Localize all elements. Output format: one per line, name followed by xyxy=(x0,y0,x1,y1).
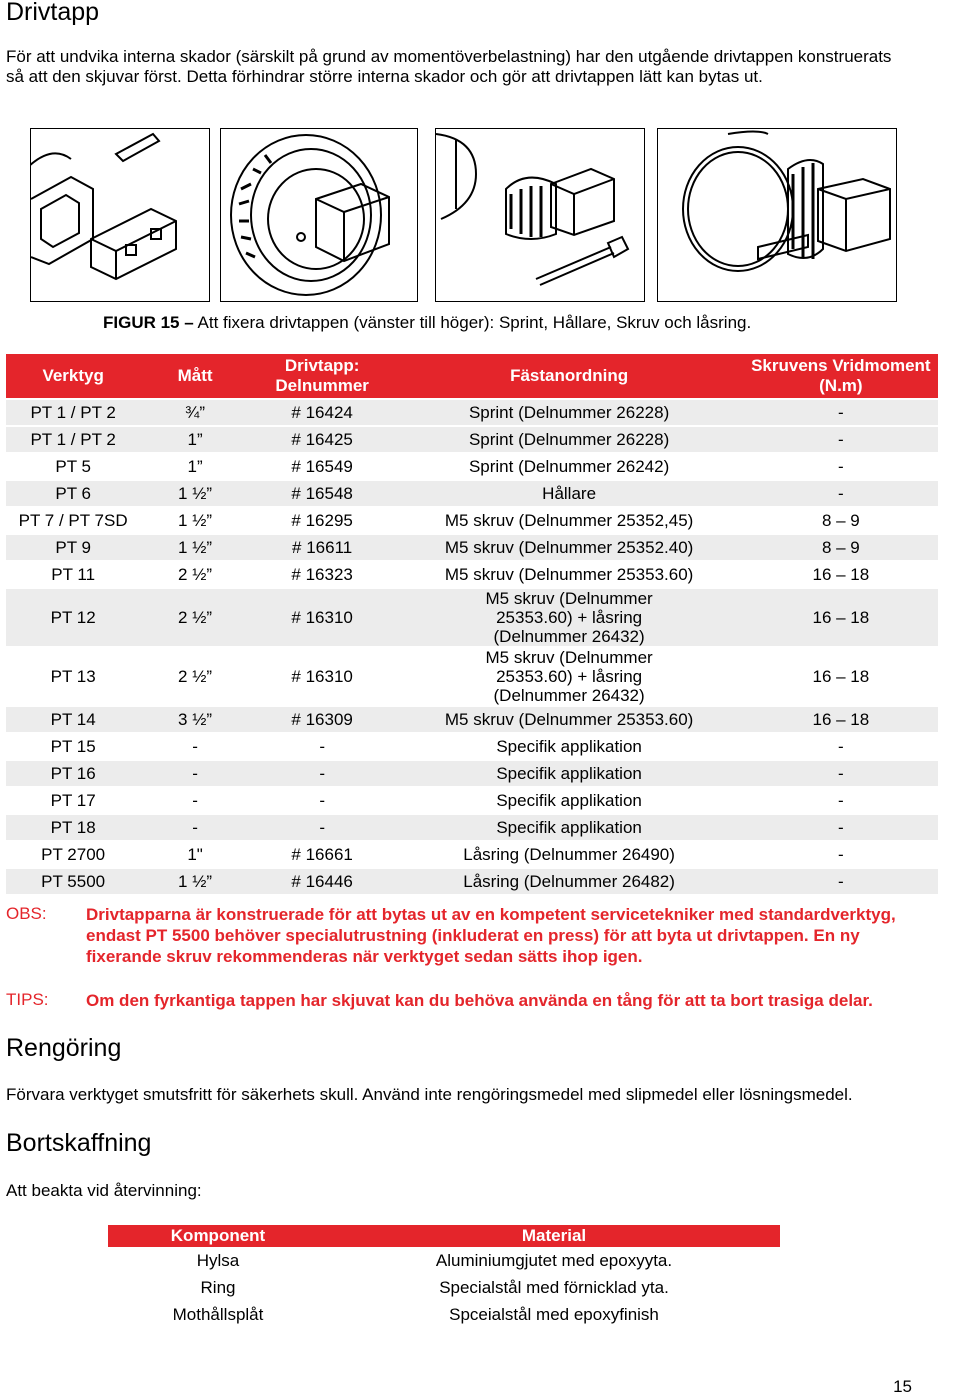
cell-torque: - xyxy=(744,400,938,425)
cell-fixing: Specifik applikation xyxy=(394,761,743,786)
cell-tool: PT 5 xyxy=(55,457,91,476)
cell-torque: 16 – 18 xyxy=(812,565,870,584)
cell-material: Specialstål med förnicklad yta. xyxy=(439,1277,669,1297)
cell-size: 1 ½” xyxy=(140,535,250,560)
drive-pin-table xyxy=(6,352,938,896)
cell-tool: PT 2700 xyxy=(41,845,106,864)
cell-tool: PT 7 / PT 7SD xyxy=(18,511,128,530)
col-header-torque: Skruvens Vridmoment (N.m) xyxy=(744,354,938,398)
cell-part: # 16611 xyxy=(250,535,395,560)
material-header-row xyxy=(108,1225,780,1247)
cell-size: 1” xyxy=(140,427,250,452)
obs-text: Drivtapparna är konstruerade för att bytas ut av en kompetent servicetekniker med standardverktyg, endast PT 5500 behöver specialutrustning (inkluderat en press) för att byta ut drivtappen. En ny fixerande skruv rekommenderas när verktyget sedan sätts ihop igen. xyxy=(86,905,896,966)
cell-tool: PT 5500 xyxy=(6,869,140,894)
material-table xyxy=(108,1225,780,1328)
cell-size: - xyxy=(140,761,250,786)
cell-size: 2 ½” xyxy=(140,589,250,646)
table-row xyxy=(6,589,938,646)
lock-ring-drawing xyxy=(658,129,896,301)
cell-tool: PT 1 / PT 2 xyxy=(6,400,140,425)
cell-torque: 8 – 9 xyxy=(744,535,938,560)
cell-tool: PT 16 xyxy=(6,761,140,786)
col-header-tool: Verktyg xyxy=(6,354,140,398)
screw-illustration xyxy=(435,128,645,302)
cell-tool: PT 6 xyxy=(6,481,140,506)
pin-drawing xyxy=(31,129,209,301)
cell-part: # 16661 xyxy=(291,845,353,864)
cell-size: 1” xyxy=(187,457,203,476)
table-row xyxy=(6,734,938,759)
cell-fixing: Låsring (Delnummer 26482) xyxy=(394,869,743,894)
cell-part: # 16446 xyxy=(250,869,395,894)
cell-fixing: Specifik applikation xyxy=(496,737,642,756)
cell-fixing: Låsring (Delnummer 26490) xyxy=(463,845,675,864)
cell-tool: PT 15 xyxy=(50,737,96,756)
cell-fixing: M5 skruv (Delnummer 25352,45) xyxy=(444,511,694,530)
cell-fixing: M5 skruv (Delnummer 25353.60) xyxy=(394,707,743,732)
table-row xyxy=(6,815,938,840)
table-row xyxy=(6,400,938,425)
col-header-fixing: Fästanordning xyxy=(394,354,743,398)
cell-size: 2 ½” xyxy=(178,565,213,584)
cell-fixing: Sprint (Delnummer 26228) xyxy=(394,400,743,425)
figure-label: FIGUR 15 xyxy=(103,313,180,332)
retainer-illustration xyxy=(220,128,418,302)
cell-fixing: Sprint (Delnummer 26242) xyxy=(468,457,670,476)
cell-component: Mothållsplåt xyxy=(172,1304,264,1324)
cell-size: 1 ½” xyxy=(140,481,250,506)
cell-part: # 16295 xyxy=(291,511,353,530)
figure-caption-text: Att fixera drivtappen (vänster till höger): Sprint, Hållare, Skruv och låsring. xyxy=(197,313,752,332)
table-header-row xyxy=(6,354,938,398)
intro-paragraph: För att undvika interna skador (särskilt på grund av momentöverbelastning) har den utgående drivtappen konstruerats så att den skjuvar först. Detta förhindrar större interna skador och gör att drivtappen lätt kan bytas ut. xyxy=(6,47,892,86)
tips-label: TIPS: xyxy=(6,990,49,1009)
cell-component: Ring xyxy=(200,1277,236,1297)
table-row xyxy=(108,1274,780,1301)
cell-torque: 16 – 18 xyxy=(812,667,870,686)
cell-torque: 8 – 9 xyxy=(821,511,860,530)
cell-part: # 16548 xyxy=(250,481,395,506)
table-row xyxy=(6,788,938,813)
cell-tool: PT 13 xyxy=(50,667,96,686)
caption-dash: – xyxy=(184,313,194,332)
cell-part: # 16425 xyxy=(250,427,395,452)
cell-size: 1 ½” xyxy=(178,511,213,530)
cell-tool: PT 11 xyxy=(51,565,96,584)
cell-size: ¾” xyxy=(140,400,250,425)
lock-ring-illustration xyxy=(657,128,897,302)
figure-caption xyxy=(103,313,751,333)
cell-part: - xyxy=(319,737,325,756)
table-row xyxy=(6,648,938,705)
table-row xyxy=(108,1247,780,1274)
cell-material: Aluminiumgjutet med epoxyyta. xyxy=(435,1250,673,1270)
cell-size: - xyxy=(192,737,198,756)
cell-torque: - xyxy=(744,427,938,452)
table-row xyxy=(6,508,938,533)
cell-part: # 16309 xyxy=(250,707,395,732)
obs-label: OBS: xyxy=(6,904,47,923)
table-row xyxy=(6,562,938,587)
cell-fixing: M5 skruv (Delnummer 25352.40) xyxy=(394,535,743,560)
cell-fixing: Sprint (Delnummer 26228) xyxy=(394,427,743,452)
cell-part: # 16424 xyxy=(250,400,395,425)
cell-torque: - xyxy=(744,761,938,786)
cell-size: 2 ½” xyxy=(178,667,213,686)
cell-part: # 16549 xyxy=(291,457,353,476)
cell-part: - xyxy=(319,791,325,810)
tips-text: Om den fyrkantiga tappen har skjuvat kan du behöva använda en tång för att ta bort trasiga delar. xyxy=(86,991,873,1010)
page-number: 15 xyxy=(893,1377,912,1396)
cell-fixing: M5 skruv (Delnummer 25353.60) + låsring (Delnummer 26432) xyxy=(485,648,653,705)
cell-torque: - xyxy=(744,481,938,506)
table-row xyxy=(6,842,938,867)
table-row xyxy=(6,869,938,894)
table-row xyxy=(108,1301,780,1328)
figure-illustrations xyxy=(30,128,895,300)
table-row xyxy=(6,535,938,560)
cell-fixing: Hållare xyxy=(394,481,743,506)
col-header-part: Drivtapp: Delnummer xyxy=(250,354,395,398)
table-row xyxy=(6,454,938,479)
table-row xyxy=(6,761,938,786)
cell-tool: PT 18 xyxy=(6,815,140,840)
cell-tool: PT 12 xyxy=(6,589,140,646)
cell-tool: PT 14 xyxy=(6,707,140,732)
disposal-text: Att beakta vid återvinning: xyxy=(6,1181,202,1200)
cell-tool: PT 9 xyxy=(6,535,140,560)
col-header-component: Komponent xyxy=(108,1225,328,1247)
col-header-size: Mått xyxy=(140,354,250,398)
page-title: Drivtapp xyxy=(6,0,100,26)
cell-fixing: M5 skruv (Delnummer 25353.60) + låsring (Delnummer 26432) xyxy=(394,589,743,646)
cell-part: # 16323 xyxy=(291,565,353,584)
cell-torque: 16 – 18 xyxy=(744,707,938,732)
cell-part: - xyxy=(250,815,395,840)
cell-torque: - xyxy=(838,457,844,476)
cell-torque: - xyxy=(838,737,844,756)
screw-drawing xyxy=(436,129,644,301)
cell-torque: - xyxy=(838,791,844,810)
cell-torque: - xyxy=(838,845,844,864)
cell-part: # 16310 xyxy=(250,589,395,646)
cell-size: 1" xyxy=(187,845,203,864)
cell-component: Hylsa xyxy=(196,1250,240,1270)
pin-illustration xyxy=(30,128,210,302)
table-row xyxy=(6,481,938,506)
cell-fixing: Specifik applikation xyxy=(496,791,642,810)
cell-size: - xyxy=(140,815,250,840)
cell-tool: PT 17 xyxy=(50,791,96,810)
retainer-drawing xyxy=(221,129,417,301)
col-header-material: Material xyxy=(328,1225,780,1247)
cell-part: - xyxy=(250,761,395,786)
cell-material: Spceialstål med epoxyfinish xyxy=(449,1304,659,1324)
cleaning-text: Förvara verktyget smutsfritt för säkerhets skull. Använd inte rengöringsmedel med slipmedel eller lösningsmedel. xyxy=(6,1085,853,1104)
cell-fixing: Specifik applikation xyxy=(394,815,743,840)
disposal-heading: Bortskaffning xyxy=(6,1129,152,1157)
cell-torque: - xyxy=(744,815,938,840)
cell-size: 3 ½” xyxy=(140,707,250,732)
table-row xyxy=(6,707,938,732)
cell-part: # 16310 xyxy=(291,667,353,686)
cell-size: - xyxy=(192,791,198,810)
cell-size: 1 ½” xyxy=(140,869,250,894)
cell-fixing: M5 skruv (Delnummer 25353.60) xyxy=(444,565,694,584)
table-row xyxy=(6,427,938,452)
cleaning-heading: Rengöring xyxy=(6,1034,122,1062)
cell-torque: 16 – 18 xyxy=(744,589,938,646)
cell-torque: - xyxy=(744,869,938,894)
cell-tool: PT 1 / PT 2 xyxy=(6,427,140,452)
